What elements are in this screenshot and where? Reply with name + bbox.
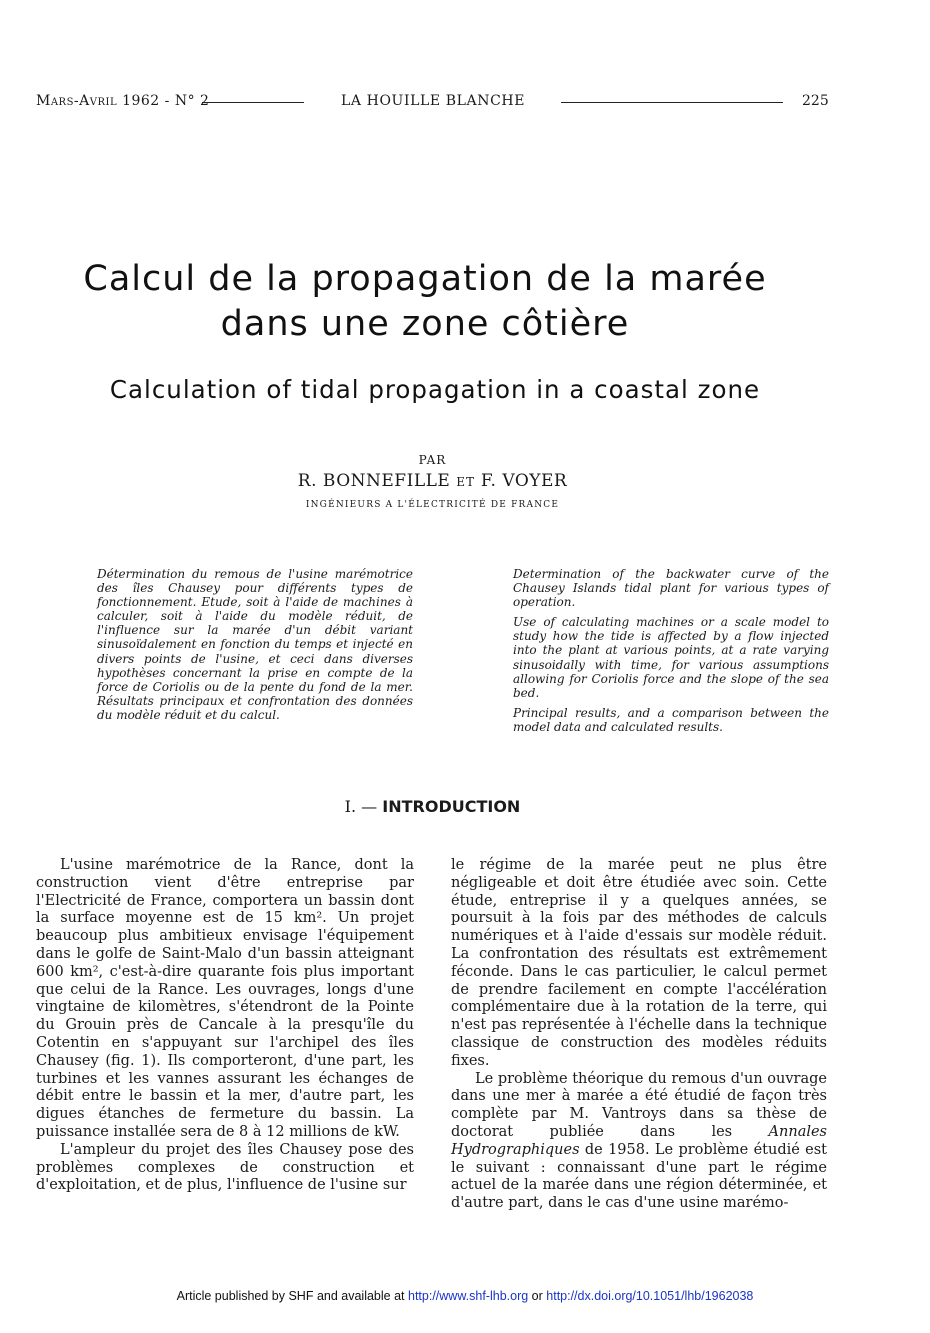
author-voyer: F. VOYER <box>480 471 568 491</box>
header-rule-left <box>202 102 304 103</box>
article-title-line2: dans une zone côtière <box>220 304 630 344</box>
journal-reference: Annales Hydrographiques <box>451 1123 827 1158</box>
publication-footer <box>0 1289 930 1303</box>
section-number: I. — <box>344 797 378 816</box>
article-title-line1: Calcul de la propagation de la marée <box>83 259 767 299</box>
body-paragraph: L'ampleur du projet des îles Chausey pose des problèmes complexes de construction et d'exploitation, et de plus, l'influence de l'usine sur <box>36 1141 414 1194</box>
body-column-right <box>451 857 827 1213</box>
abstract-english-p3: Principal results, and a comparison between the model data and calculated results. <box>513 705 829 734</box>
abstract-english <box>513 567 829 734</box>
body-text: Le problème théorique du remous d'un ouvrage dans une mer à marée a été étudié de façon très complète par M. Vantroys dans sa thèse de doctorat publiée dans les <box>451 1070 827 1140</box>
authors <box>0 471 865 491</box>
abstract-french <box>97 567 413 722</box>
affiliation: INGÉNIEURS A L'ÉLECTRICITÉ DE FRANCE <box>305 500 560 510</box>
abstract-french-text: Détermination du remous de l'usine marémotrice des îles Chausey pour différents types de fonctionnement. Etude, soit à l'aide de machines à calculer, soit à l'aide du modèle réduit, de l'influence sur la marée d'un débit variant sinusoïdalement en fonction du temps et injecté en divers points de l'usine, et ceci dans diverses hypothèses concernant la prise en compte de la force de Coriolis ou de la pente du fond de la mer. Résultats principaux et confrontation des données du modèle réduit et du calcul. <box>97 567 413 722</box>
journal-name: LA HOUILLE BLANCHE <box>341 93 526 109</box>
section-title: INTRODUCTION <box>382 797 521 816</box>
abstract-english-p2: Use of calculating machines or a scale model to study how the tide is affected by a flow injected into the plant at various points, at a rate varying sinusoidally with time, for various assumptions allowing for Coriolis force and the slope of the sea bed. <box>513 615 829 700</box>
issue-number: 1962 - N° 2 <box>122 93 210 109</box>
author-conjunction: ET <box>456 475 475 489</box>
doi-link[interactable]: http://dx.doi.org/10.1051/lhb/1962038 <box>546 1289 754 1303</box>
abstract-english-p1: Determination of the backwater curve of the Chausey Islands tidal plant for various types of operation. <box>513 567 829 610</box>
body-paragraph <box>451 1071 827 1213</box>
byline-par: PAR <box>418 453 447 467</box>
article-title-english: Calculation of tidal propagation in a coastal zone <box>109 375 761 404</box>
shf-link[interactable]: http://www.shf-lhb.org <box>408 1289 529 1303</box>
body-column-left <box>36 857 414 1195</box>
body-paragraph: L'usine marémotrice de la Rance, dont la construction vient d'être entreprise par l'Electricité de France, comportera un bassin dont la surface moyenne est de 15 km². Un projet beaucoup plus ambitieux envisage l'équipement dans le golfe de Saint-Malo d'un bassin atteignant 600 km², c'est-à-dire quarante fois plus important que celui de la Rance. Les ouvrages, longs d'une vingtaine de kilomètres, s'étendront de la Pointe du Grouin près de Cancale à la presqu'île du Cotentin en s'appuyant sur l'archipel des îles Chausey (fig. 1). Ils comporteront, d'une part, les turbines et les vannes assurant les échanges de débit entre le bassin et la mer, d'autre part, les digues étanches de fermeture du bassin. La puissance installée sera de 8 à 12 millions de kW. <box>36 857 414 1140</box>
footer-middle: or <box>528 1289 547 1303</box>
author-bonnefille: R. BONNEFILLE <box>297 471 451 491</box>
section-heading <box>0 797 865 816</box>
footer-prefix: Article published by SHF and available at <box>176 1289 408 1303</box>
header-rule-right <box>561 102 783 103</box>
body-paragraph: le régime de la marée peut ne plus être négligeable et doit être étudiée avec soin. Cette étude, entreprise il y a quelques années, se poursuit à la fois par des méthodes de calculs numériques et à l'aide d'essais sur modèle réduit. La confrontation des résultats est extrêmement féconde. Dans le cas particulier, le calcul permet de prendre facilement en compte l'accélération complémentaire due à la rotation de la terre, qui n'est pas représentée à l'échelle dans la technique classique de construction des modèles réduits fixes. <box>451 857 827 1069</box>
page-number: 225 <box>802 93 829 109</box>
issue-month: Mars-Avril <box>36 93 118 109</box>
body-text: de 1958. Le problème étudié est le suivant : connaissant d'une part le régime actuel de la marée dans une région déterminée, et d'autre part, dans le cas d'une usine marémo- <box>451 1141 827 1212</box>
running-header-issue <box>36 92 209 110</box>
